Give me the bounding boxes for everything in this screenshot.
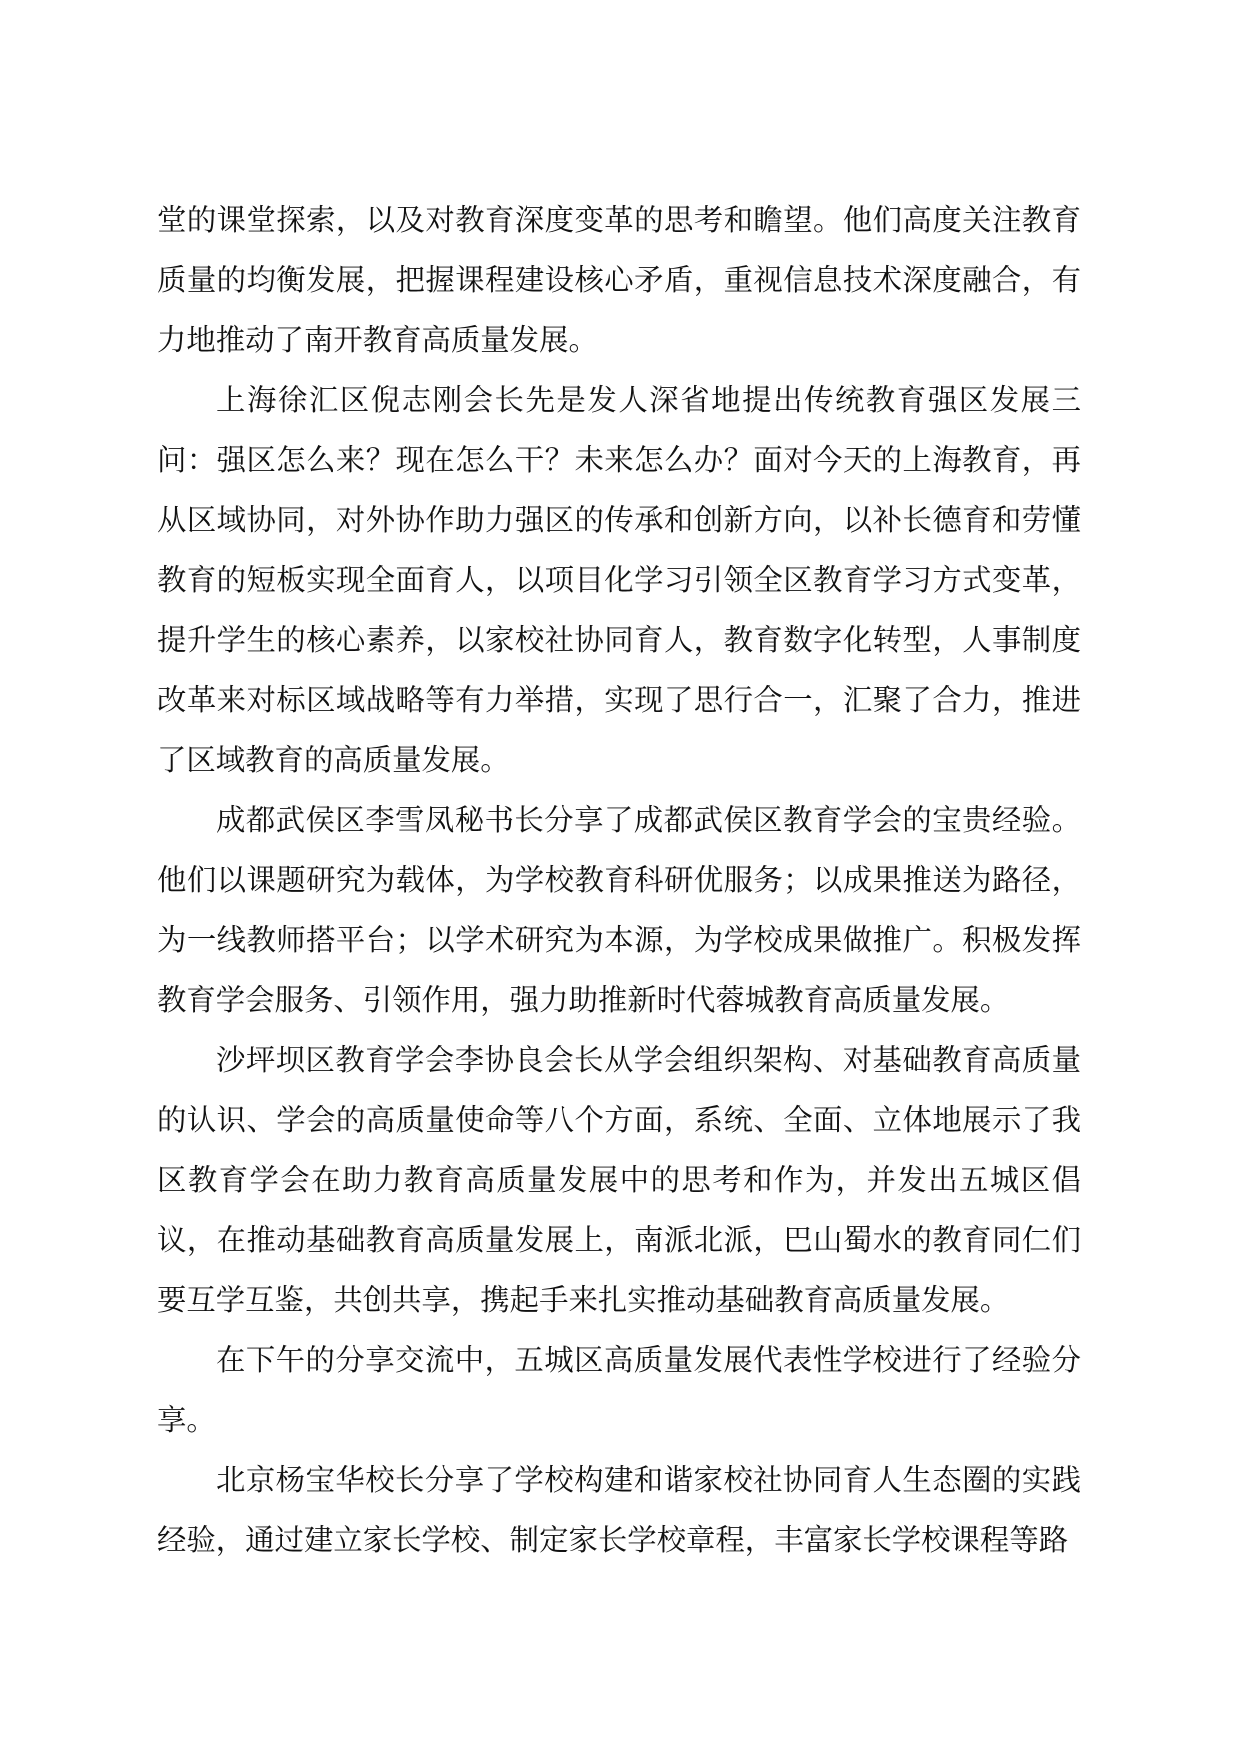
paragraph-wuhou: 成都武侯区李雪凤秘书长分享了成都武侯区教育学会的宝贵经验。他们以课题研究为载体，为学校教育科研优服务；以成果推送为路径，为一线教师搭平台；以学术研究为本源，为学校成果做推广。积极发挥教育学会服务、引领作用，强力助推新时代蓉城教育高质量发展。 (157, 803, 1081, 1017)
document-body (157, 190, 1081, 1570)
paragraph-shapingba: 沙坪坝区教育学会李协良会长从学会组织架构、对基础教育高质量的认识、学会的高质量使命等八个方面，系统、全面、立体地展示了我区教育学会在助力教育高质量发展中的思考和作为，并发出五城区倡议，在推动基础教育高质量发展上，南派北派，巴山蜀水的教育同仁们要互学互鉴，共创共享，携起手来扎实推动基础教育高质量发展。 (157, 1043, 1081, 1317)
paragraph-beijing: 北京杨宝华校长分享了学校构建和谐家校社协同育人生态圈的实践经验，通过建立家长学校、制定家长学校章程，丰富家长学校课程等路 (157, 1463, 1081, 1557)
paragraph-afternoon-sharing: 在下午的分享交流中，五城区高质量发展代表性学校进行了经验分享。 (157, 1343, 1081, 1437)
paragraph-continuation: 堂的课堂探索，以及对教育深度变革的思考和瞻望。他们高度关注教育质量的均衡发展，把握课程建设核心矛盾，重视信息技术深度融合，有力地推动了南开教育高质量发展。 (157, 203, 1081, 357)
paragraph-xuhui: 上海徐汇区倪志刚会长先是发人深省地提出传统教育强区发展三问：强区怎么来？现在怎么干？未来怎么办？面对今天的上海教育，再从区域协同，对外协作助力强区的传承和创新方向，以补长德育和劳懂教育的短板实现全面育人，以项目化学习引领全区教育学习方式变革，提升学生的核心素养，以家校社协同育人，教育数字化转型，人事制度改革来对标区域战略等有力举措，实现了思行合一，汇聚了合力，推进了区域教育的高质量发展。 (157, 383, 1081, 777)
